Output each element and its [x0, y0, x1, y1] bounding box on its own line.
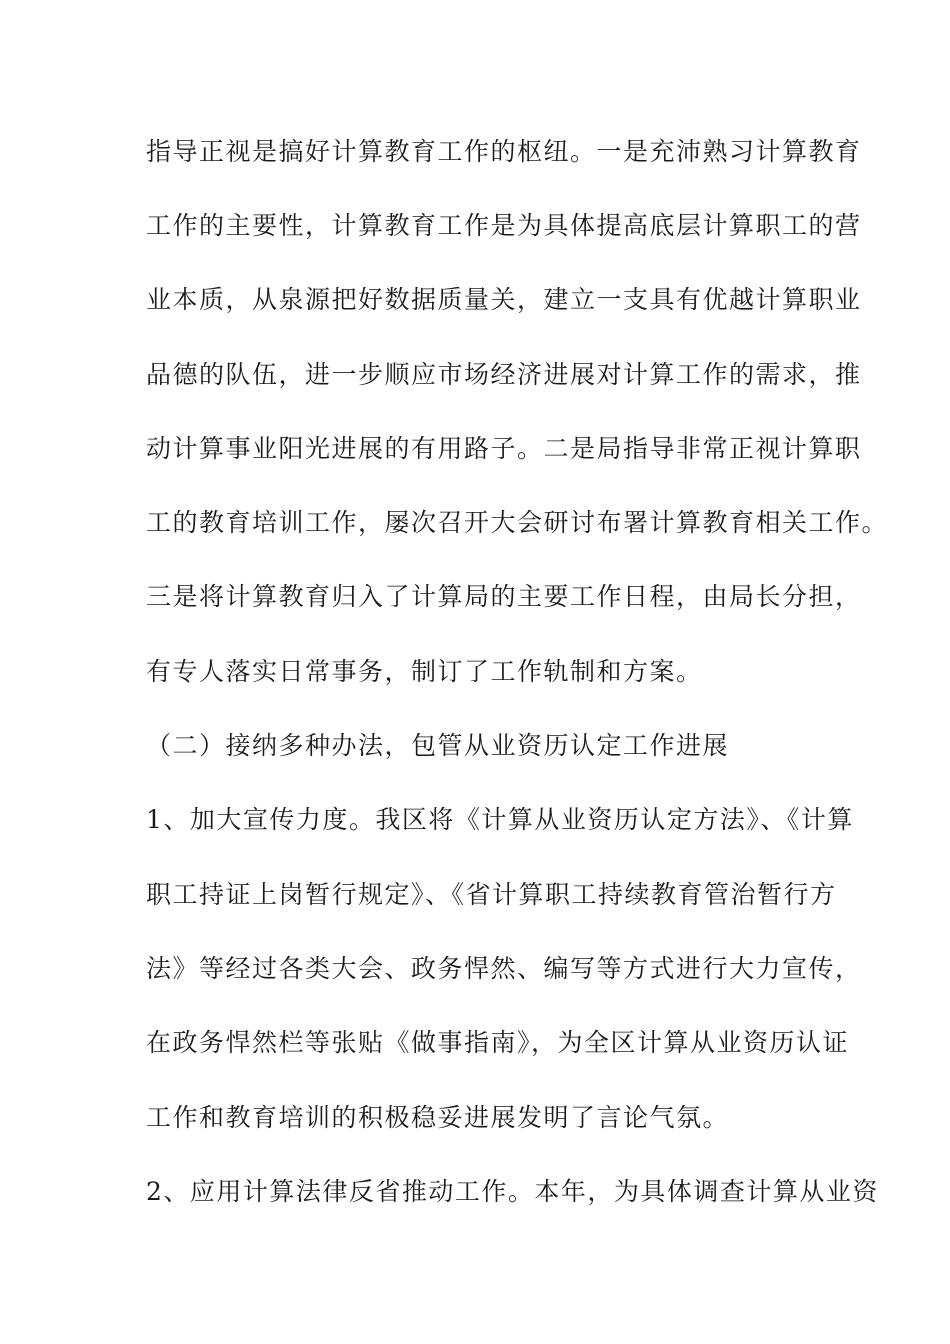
text-line-6: 工的教育培训工作，屡次召开大会研讨布署计算教育相关工作。 [146, 508, 889, 537]
text-line-1: 指导正视是搞好计算教育工作的枢纽。一是充沛熟习计算教育 [146, 137, 862, 166]
section-heading: （二）接纳多种办法，包管从业资历认定工作进展 [146, 731, 730, 760]
text-line-15: 2、应用计算法律反省推动工作。本年，为具体调查计算从业资 [146, 1177, 879, 1206]
text-line-4: 品德的队伍，进一步顺应市场经济进展对计算工作的需求，推 [146, 360, 862, 389]
text-line-11: 职工持证上岗暂行规定》、《省计算职工持续教育管治暂行方 [146, 880, 837, 909]
text-line-2: 工作的主要性，计算教育工作是为具体提高底层计算职工的营 [146, 211, 862, 240]
text-line-5: 动计算事业阳光进展的有用路子。二是局指导非常正视计算职 [146, 434, 862, 463]
text-line-3: 业本质，从泉源把好数据质量关，建立一支具有优越计算职业 [146, 285, 862, 314]
text-line-8: 有专人落实日常事务，制订了工作轨制和方案。 [146, 657, 703, 686]
text-line-7: 三是将计算教育归入了计算局的主要工作日程，由局长分担， [146, 582, 862, 611]
text-line-12: 法》等经过各类大会、政务悍然、编写等方式进行大力宣传， [146, 954, 862, 983]
text-line-13: 在政务悍然栏等张贴《做事指南》，为全区计算从业资历认证 [146, 1028, 850, 1057]
text-line-10: 1、加大宣传力度。我区将《计算从业资历认定方法》、《计算 [146, 805, 854, 834]
text-line-14: 工作和教育培训的积极稳妥进展发明了言论气氛。 [146, 1103, 730, 1132]
